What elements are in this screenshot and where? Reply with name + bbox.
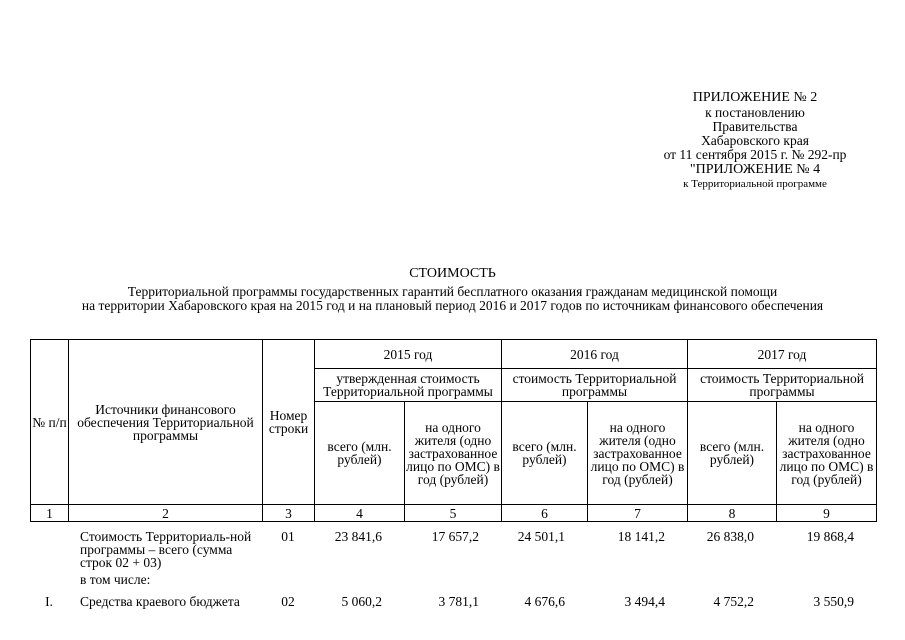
subhead: стоимость Территориальной программы <box>502 369 688 402</box>
row-index <box>30 573 68 595</box>
per-insured-header: на одного жителя (одно застрахованное лицо по ОМС) в год (рублей) <box>777 402 877 505</box>
appendix-date: от 11 сентября 2015 г. № 292-пр <box>663 147 847 162</box>
row-value: 24 501,1 <box>517 529 565 544</box>
row-value: 3 550,9 <box>813 594 854 609</box>
per-insured-header: на одного жителя (одно застрахованное лицо по ОМС) в год (рублей) <box>405 402 502 505</box>
appendix-line: Правительства <box>712 119 798 134</box>
heading-line: Территориальной программы государственных гарантий бесплатного оказания гражданам медицинской помощи <box>127 284 778 299</box>
row-index <box>30 530 68 573</box>
appendix-line: к постановлению <box>705 105 805 120</box>
row-value <box>587 573 687 595</box>
total-header: всего (млн. рублей) <box>502 402 588 505</box>
row-value: 3 494,4 <box>624 594 665 609</box>
row-code: 01 <box>281 529 295 544</box>
row-value: 17 657,2 <box>431 529 479 544</box>
col-number: 1 <box>31 505 69 522</box>
row-value: 5 060,2 <box>341 594 382 609</box>
row-value: 4 752,2 <box>713 594 754 609</box>
row-value <box>404 573 501 595</box>
table-row <box>30 530 876 573</box>
appendix-note: к Территориальной программе <box>683 178 827 190</box>
row-value: 18 141,2 <box>617 529 665 544</box>
appendix-subtitle: "ПРИЛОЖЕНИЕ № 4 <box>689 162 821 177</box>
subhead: утвержденная стоимость Территориальной программы <box>315 369 502 402</box>
row-index: I. <box>45 594 53 609</box>
row-value: 23 841,6 <box>334 529 382 544</box>
col-number: 9 <box>777 505 877 522</box>
row-value: 26 838,0 <box>706 529 754 544</box>
row-source: Средства краевого бюджета <box>80 594 240 609</box>
col-source-header: Источники финансового обеспечения Территориальной программы <box>69 340 263 505</box>
row-source: в том числе: <box>80 572 151 587</box>
row-code: 02 <box>281 594 295 609</box>
appendix-line: Хабаровского края <box>701 133 809 148</box>
row-value: 3 781,1 <box>438 594 479 609</box>
document-heading <box>0 266 905 313</box>
total-header: всего (млн. рублей) <box>688 402 777 505</box>
total-header: всего (млн. рублей) <box>315 402 405 505</box>
heading-title: СТОИМОСТЬ <box>409 266 496 281</box>
col-number: 8 <box>688 505 777 522</box>
row-code <box>262 573 314 595</box>
row-source: Стоимость Территориаль-ной программы – всего (сумма строк 02 + 03) <box>80 529 252 570</box>
col-number: 4 <box>315 505 405 522</box>
row-value <box>314 573 404 595</box>
row-value <box>776 573 876 595</box>
cost-table-header <box>30 339 877 522</box>
col-number: 5 <box>405 505 502 522</box>
appendix-block <box>600 90 905 191</box>
per-insured-header: на одного жителя (одно застрахованное лицо по ОМС) в год (рублей) <box>588 402 688 505</box>
row-value <box>501 573 587 595</box>
cost-table-body <box>30 530 876 615</box>
row-value: 4 676,6 <box>524 594 565 609</box>
row-value <box>687 573 776 595</box>
col-number: 7 <box>588 505 688 522</box>
table-row <box>30 573 876 595</box>
col-code-header: Номер строки <box>263 340 315 505</box>
year-header: 2017 год <box>688 340 877 369</box>
col-num-header: № п/п <box>31 340 69 505</box>
year-header: 2015 год <box>315 340 502 369</box>
appendix-title: ПРИЛОЖЕНИЕ № 2 <box>692 90 818 105</box>
table-row <box>30 595 876 615</box>
col-number: 6 <box>502 505 588 522</box>
year-header: 2016 год <box>502 340 688 369</box>
subhead: стоимость Территориальной программы <box>688 369 877 402</box>
col-number: 3 <box>263 505 315 522</box>
heading-line: на территории Хабаровского края на 2015 год и на плановый период 2016 и 2017 годов по источникам финансового обеспечения <box>81 298 824 313</box>
row-value: 19 868,4 <box>806 529 854 544</box>
col-number: 2 <box>69 505 263 522</box>
